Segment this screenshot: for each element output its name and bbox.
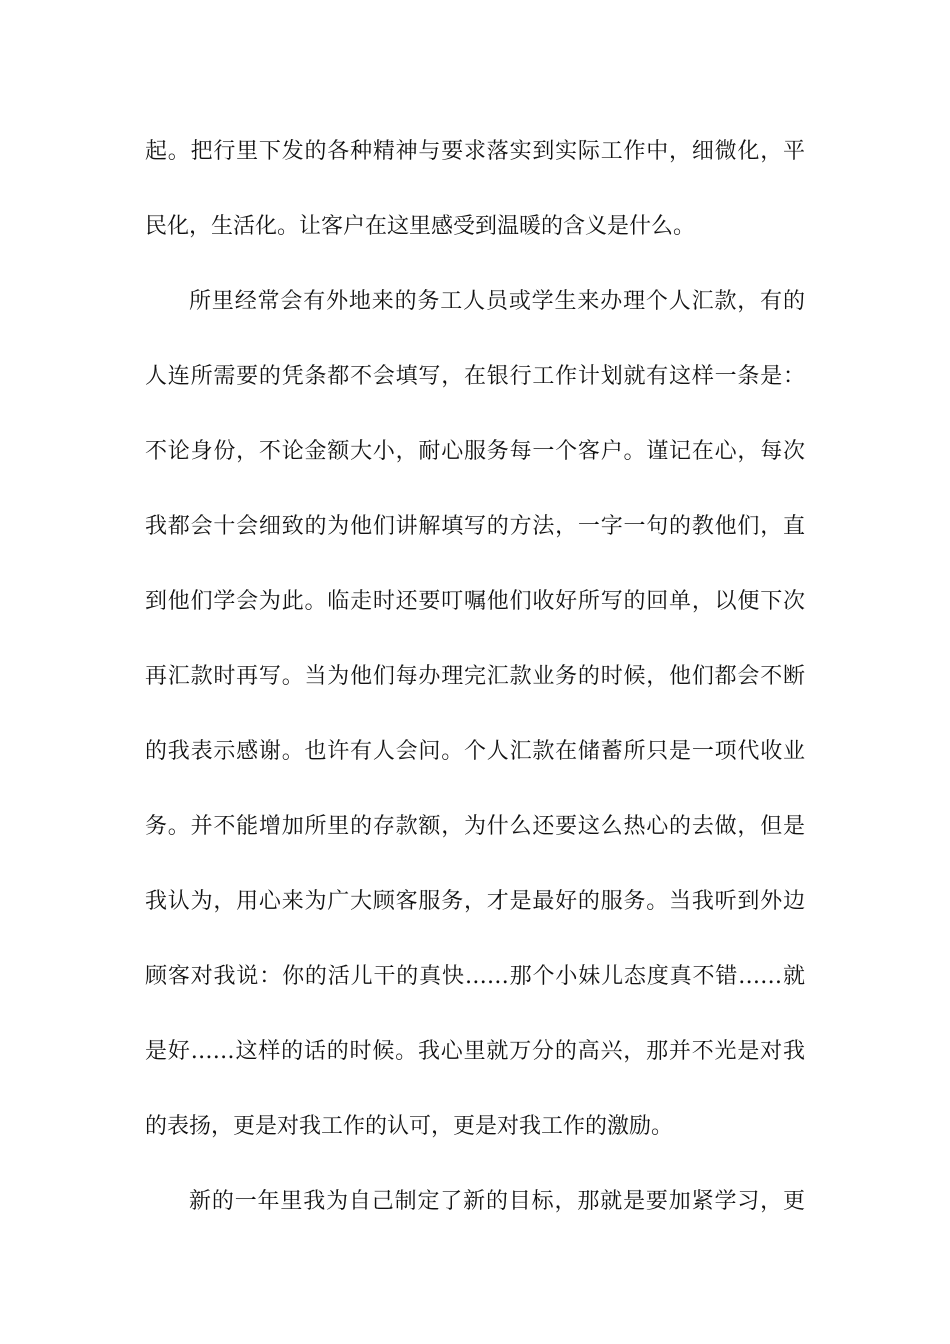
text-line-7: 到他们学会为此。临走时还要叮嘱他们收好所写的回单，以便下次 (145, 589, 805, 614)
text-line-10: 务。并不能增加所里的存款额，为什么还要这么热心的去做，但是 (145, 814, 805, 839)
text-line-9: 的我表示感谢。也许有人会问。个人汇款在储蓄所只是一项代收业 (145, 739, 805, 764)
text-line-14: 的表扬，更是对我工作的认可，更是对我工作的激励。 (145, 1114, 674, 1139)
text-line-6: 我都会十会细致的为他们讲解填写的方法，一字一句的教他们，直 (145, 514, 805, 539)
text-line-12: 顾客对我说：你的活儿干的真快……那个小妹儿态度真不错……就 (145, 964, 805, 989)
text-line-1: 起。把行里下发的各种精神与要求落实到实际工作中，细微化，平 (145, 139, 805, 164)
text-line-15: 新的一年里我为自己制定了新的目标，那就是要加紧学习，更 (189, 1189, 805, 1214)
text-line-8: 再汇款时再写。当为他们每办理完汇款业务的时候，他们都会不断 (145, 664, 805, 689)
text-line-5: 不论身份，不论金额大小，耐心服务每一个客户。谨记在心，每次 (145, 439, 805, 464)
text-line-2: 民化，生活化。让客户在这里感受到温暖的含义是什么。 (145, 214, 696, 239)
text-line-4: 人连所需要的凭条都不会填写，在银行工作计划就有这样一条是： (145, 364, 805, 389)
text-line-3: 所里经常会有外地来的务工人员或学生来办理个人汇款，有的 (189, 289, 805, 314)
text-line-11: 我认为，用心来为广大顾客服务，才是最好的服务。当我听到外边 (145, 889, 805, 914)
text-line-13: 是好……这样的话的时候。我心里就万分的高兴，那并不光是对我 (145, 1039, 805, 1064)
